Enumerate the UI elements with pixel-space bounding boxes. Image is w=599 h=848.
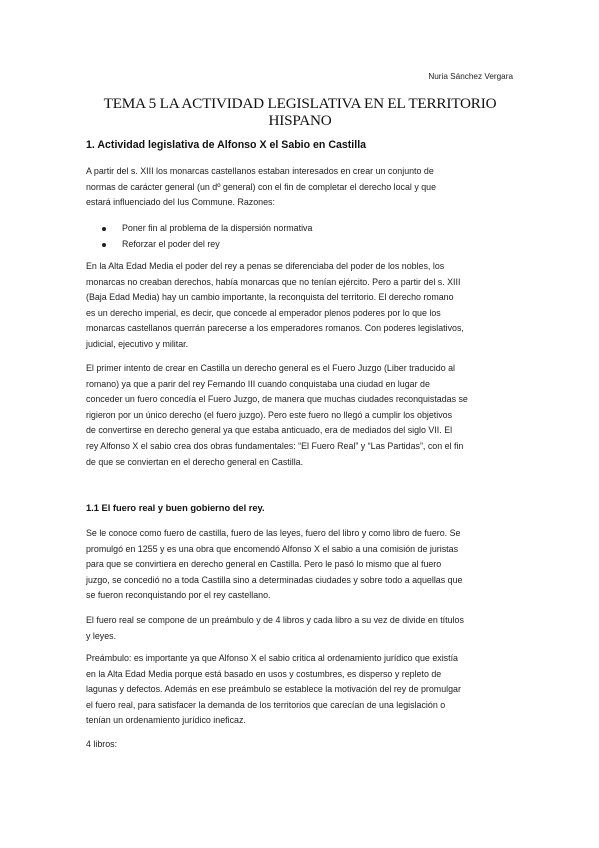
paragraph-line: monarcas castellanos querrán parecerse a los emperadores romanos. Con poderes legislativos, — [86, 323, 464, 334]
list-item-text: Poner fin al problema de la dispersión normativa — [122, 223, 313, 233]
paragraph-line: de que se conviertan en el derecho general en Castilla. — [86, 456, 304, 467]
paragraph-line: en la Alta Edad Media porque está basado en usos y costumbres, es disperso y repleto de — [86, 668, 442, 679]
paragraph — [86, 361, 516, 470]
paragraph-line: 4 libros: — [86, 739, 118, 749]
paragraph — [86, 259, 516, 353]
paragraph-line: el fuero real, para satisfacer la demanda de los territorios que carecían de una legislación o — [86, 699, 446, 710]
list-item — [86, 221, 516, 237]
list-item — [86, 237, 516, 253]
paragraph-line: juzgo, se concedió no a toda Castilla sino a determinadas ciudades y sobre todo a aquellas que — [86, 574, 463, 585]
author-name: Nuria Sánchez Vergara — [428, 72, 513, 81]
section-heading: 1. Actividad legislativa de Alfonso X el Sabio en Castilla — [86, 139, 367, 151]
paragraph — [86, 164, 516, 211]
paragraph-line: Se le conoce como fuero de castilla, fuero de las leyes, fuero del libro y como libro de fuero. Se — [86, 528, 461, 538]
bullet-list — [86, 221, 516, 252]
paragraph-line: En la Alta Edad Media el poder del rey a penas se diferenciaba del poder de los nobles, los — [86, 261, 445, 271]
paragraph-line: normas de carácter general (un dº general) con el fin de completar el derecho local y que — [86, 181, 437, 192]
paragraph-line: es un derecho imperial, es decir, que concede al emperador plenos poderes por lo que los — [86, 307, 441, 318]
paragraph-line: se fueron reconquistando por el rey castellano. — [86, 590, 271, 601]
subsection-heading: 1.1 El fuero real y buen gobierno del rey. — [86, 503, 265, 513]
paragraph-line: romano) ya que a parir del rey Fernando III cuando conquistaba una ciudad en lugar de — [86, 378, 430, 389]
title-line: TEMA 5 LA ACTIVIDAD LEGISLATIVA EN EL TERRITORIO — [103, 95, 497, 112]
paragraph-line: lagunas y defectos. Además en ese preámbulo se establece la motivación del rey de promulgar — [86, 684, 461, 695]
bullet-icon — [102, 243, 106, 247]
paragraph-line: monarcas no creaban derechos, había monarcas que no tenían ejército. Pero a partir del s. XIII — [86, 276, 461, 287]
paragraph-line: estará influenciado del Ius Commune. Razones: — [86, 197, 275, 208]
paragraph-line: A partir del s. XIII los monarcas castellanos estaban interesados en crear un conjunto de — [86, 166, 434, 176]
paragraph-line: judicial, ejecutivo y militar. — [86, 338, 189, 349]
paragraph — [86, 737, 516, 753]
paragraph-line: (Baja Edad Media) hay un cambio importante, la reconquista del territorio. El derecho romano — [86, 292, 454, 303]
list-item-text: Reforzar el poder del rey — [122, 238, 220, 249]
paragraph-line: conceder un fuero concedía el Fuero Juzgo, de manera que muchas ciudades reconquistadas se — [86, 394, 468, 405]
paragraph-line: para que se convirtiera en derecho general en Castilla. Pero le pasó lo mismo que al fuero — [86, 559, 442, 570]
paragraph-line: y leyes. — [86, 630, 117, 641]
bullet-icon — [102, 227, 106, 231]
paragraph — [86, 526, 516, 604]
title-line: HISPANO — [268, 112, 332, 129]
paragraph-line: rey Alfonso X el sabio crea dos obras fundamentales: “El Fuero Real” y “Las Partidas”, con el fin — [86, 440, 464, 451]
paragraph-line: El fuero real se compone de un preámbulo y de 4 libros y cada libro a su vez de divide en títulos — [86, 615, 464, 625]
paragraph — [86, 651, 516, 729]
paragraph-line: rigieron por un único derecho (el fuero juzgo). Pero este fuero no llegó a cumplir los objetivos — [86, 409, 453, 420]
document-title — [86, 95, 514, 129]
paragraph — [86, 613, 516, 644]
paragraph-line: El primer intento de crear en Castilla un derecho general es el Fuero Juzgo (Liber traducido al — [86, 363, 456, 373]
paragraph-line: de convertirse en derecho general ya que estaba anticuado, era de mediados del siglo VII. El — [86, 425, 453, 436]
paragraph-line: Preámbulo: es importante ya que Alfonso X el sabio critica al ordenamiento jurídico que existía — [86, 653, 458, 663]
paragraph-line: tenían un ordenamiento jurídico ineficaz. — [86, 715, 246, 726]
paragraph-line: promulgó en 1255 y es una obra que encomendó Alfonso X el sabio a una comisión de juristas — [86, 543, 459, 554]
